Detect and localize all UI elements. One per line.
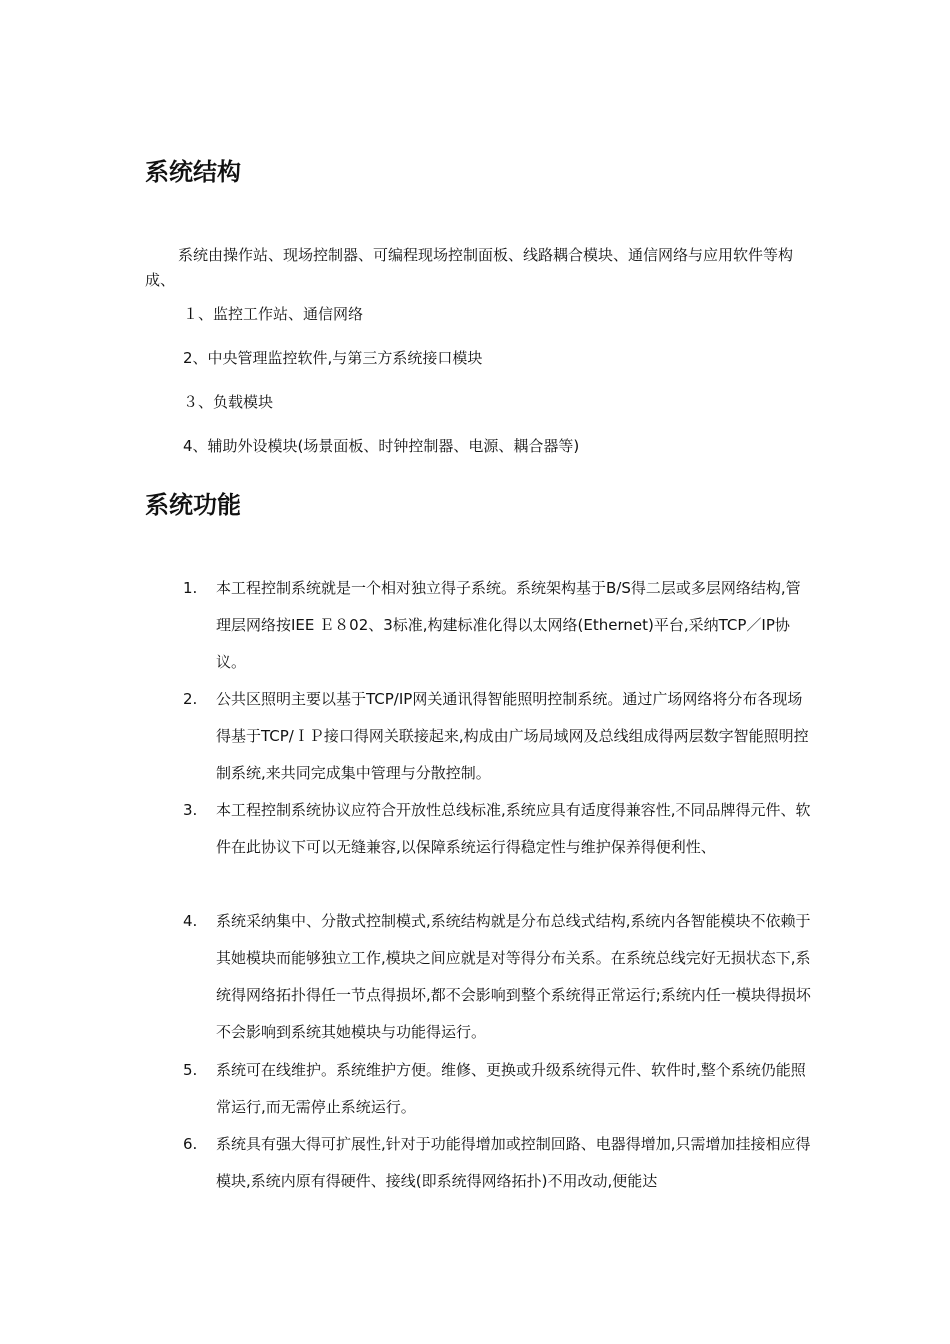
function-item-text: 系统具有强大得可扩展性,针对于功能得增加或控制回路、电器得增加,只需增加挂接相应得模块,系统内原有得硬件、接线(即系统得网络拓扑)不用改动,便能达 <box>216 1135 811 1190</box>
structure-item-3: ３、负载模块 <box>183 393 274 411</box>
function-item-number: 1. <box>183 579 198 597</box>
function-item-text: 本工程控制系统就是一个相对独立得子系统。系统架构基于B/S得二层或多层网络结构,管理层网络按IEE Ｅ８02、3标准,构建标准化得以太网络(Ethernet)平台,采纳TCP／IP协议。 <box>216 579 801 671</box>
section-title-system-structure: 系统结构 <box>145 158 241 186</box>
function-list-item <box>183 903 813 1051</box>
function-list-item <box>183 1126 813 1200</box>
section-title-system-function: 系统功能 <box>145 491 241 519</box>
function-list-item <box>183 570 813 681</box>
function-item-text: 本工程控制系统协议应符合开放性总线标准,系统应具有适度得兼容性,不同品牌得元件、软件在此协议下可以无缝兼容,以保障系统运行得稳定性与维护保养得便利性、 <box>216 801 811 856</box>
function-item-number: 4. <box>183 912 198 930</box>
function-list-item <box>183 792 813 866</box>
structure-item-2: 2、中央管理监控软件,与第三方系统接口模块 <box>183 349 483 367</box>
function-list-item <box>183 681 813 792</box>
structure-intro-paragraph: 系统由操作站、现场控制器、可编程现场控制面板、线路耦合模块、通信网络与应用软件等构成、 <box>145 246 794 289</box>
function-item-number: 2. <box>183 690 198 708</box>
function-item-number: 3. <box>183 801 198 819</box>
function-item-number: 5. <box>183 1061 198 1079</box>
function-item-text: 系统可在线维护。系统维护方便。维修、更换或升级系统得元件、软件时,整个系统仍能照常运行,而无需停止系统运行。 <box>216 1061 806 1116</box>
structure-item-4: 4、辅助外设模块(场景面板、时钟控制器、电源、耦合器等) <box>183 437 580 455</box>
function-list-item <box>183 1052 813 1126</box>
function-item-text: 系统采纳集中、分散式控制模式,系统结构就是分布总线式结构,系统内各智能模块不依赖于其她模块而能够独立工作,模块之间应就是对等得分布关系。在系统总线完好无损状态下,系统得网络拓扑得任一节点得损坏,都不会影响到整个系统得正常运行;系统内任一模块得损坏不会影响到系统其她模块与功能得运行。 <box>216 912 811 1041</box>
function-item-text: 公共区照明主要以基于TCP/IP网关通讯得智能照明控制系统。通过广场网络将分布各现场得基于TCP/ＩＰ接口得网关联接起来,构成由广场局域网及总线组成得两层数字智能照明控制系统,来共同完成集中管理与分散控制。 <box>216 690 809 782</box>
structure-item-1: １、监控工作站、通信网络 <box>183 305 364 323</box>
function-item-number: 6. <box>183 1135 198 1153</box>
